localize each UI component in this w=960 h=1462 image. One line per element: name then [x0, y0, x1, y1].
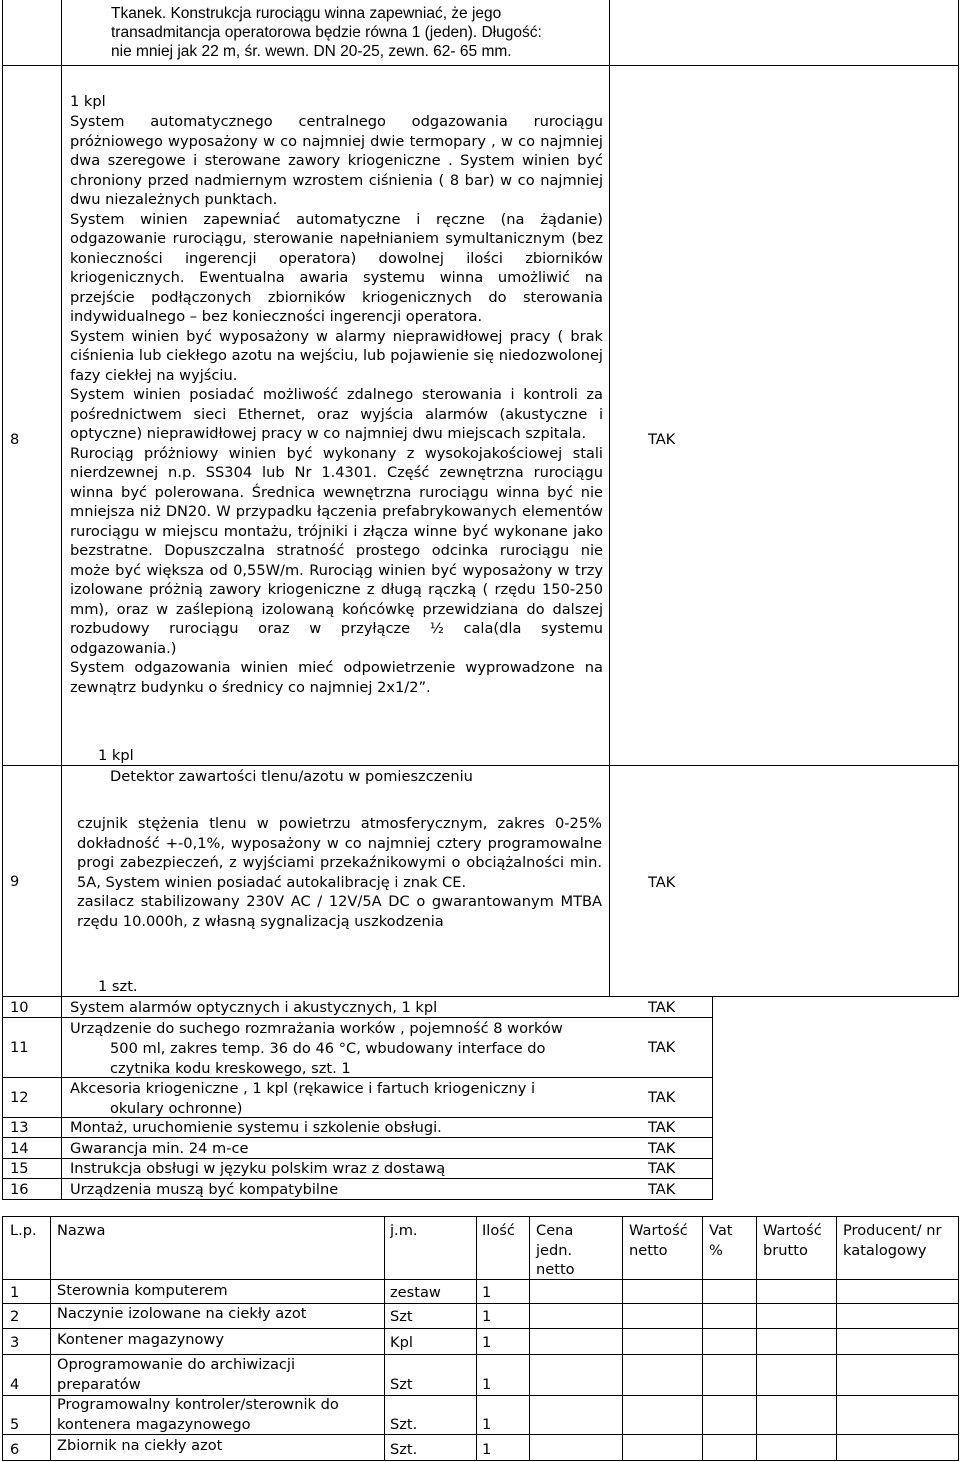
row9-quantity-tail: 1 szt.: [98, 978, 138, 995]
row-text: Montaż, uruchomienie systemu i szkolenie obsługi.: [70, 1119, 442, 1136]
row7-text: [111, 4, 591, 61]
price-table-border: [958, 1216, 959, 1460]
row-text: czytnika kodu kreskowego, szt. 1: [110, 1060, 351, 1077]
text-line: transadmitancja operatorowa będzie równa 1 (jeden). Długość:: [111, 24, 542, 41]
name-line: kontenera magazynowego: [57, 1415, 251, 1433]
row8-answer: TAK: [648, 431, 676, 448]
paragraph: zasilacz stabilizowany 230V AC / 12V/5A DC o gwarantowanym MTBA rzędu 10.000h, z własną sygnalizacją uszkodzenia: [77, 893, 602, 930]
row9-description: [77, 814, 602, 931]
price-table-border: [50, 1216, 51, 1460]
header-line: netto: [536, 1261, 575, 1278]
row-answer: TAK: [648, 1140, 676, 1157]
row-border: [2, 1077, 712, 1078]
price-table-border: [2, 1279, 959, 1280]
header-line: Cena: [536, 1222, 574, 1239]
name-line: preparatów: [57, 1375, 141, 1393]
header-qty: Ilość: [482, 1222, 515, 1239]
price-table-border: [756, 1216, 757, 1460]
row9-title: Detektor zawartości tlenu/azotu w pomieszczeniu: [110, 768, 473, 785]
price-table-border: [476, 1216, 477, 1460]
header-name: Nazwa: [57, 1222, 106, 1239]
header-unit: j.m.: [390, 1222, 418, 1239]
paragraph: System winien być wyposażony w alarmy nieprawidłowej pracy ( brak ciśnienia lub ciekłego azotu na wejściu, lub pojawienie się niedozwolonej fazy ciekłej na wyjściu.: [70, 327, 603, 384]
price-row-name: Kontener magazynowy: [57, 1331, 225, 1348]
price-row-lp: 6: [10, 1441, 20, 1458]
header-net-value: [629, 1221, 688, 1260]
row-border: [2, 996, 959, 997]
price-row-lp: 3: [10, 1334, 20, 1351]
price-row-qty: 1: [482, 1308, 492, 1325]
price-row-lp: 2: [10, 1308, 20, 1325]
price-table-border: [384, 1216, 385, 1460]
price-row-lp: 4: [10, 1376, 20, 1393]
header-line: netto: [629, 1241, 668, 1259]
header-line: Producent/ nr: [843, 1222, 942, 1239]
row-number: 12: [10, 1089, 29, 1106]
row-text: System alarmów optycznych i akustycznych, 1 kpl: [70, 999, 438, 1016]
header-line: katalogowy: [843, 1241, 927, 1259]
price-table-border: [836, 1216, 837, 1460]
text-line: Tkanek. Konstrukcja rurociągu winna zapewniać, że jego: [111, 5, 502, 22]
paragraph: System winien posiadać możliwość zdalnego sterowania i kontroli za pośrednictwem sieci Ethernet, oraz wyjścia alarmów (akustyczne i optyczne) nieprawidłowej pracy w co najmniej dwu miejscach szpitala.: [70, 386, 603, 442]
table-border-left: [2, 0, 3, 1200]
paragraph: System winien zapewniać automatyczne i ręczne (na żądanie) odgazowanie rurociągu, sterowanie napełnianiem symultanicznym (bez konieczności ingerencji operatora) dowolnej ilości zbiorników kriogenicznych. Ewentualna awaria systemu winna umożliwić na przejście podłączonych zbiorników kriogenicznych do sterowania indywidualnego – bez konieczności ingerencji operatora.: [70, 210, 603, 325]
header-lp: L.p.: [10, 1222, 37, 1239]
row-number: 11: [10, 1039, 29, 1056]
header-price: [536, 1221, 575, 1280]
header-producer: [843, 1221, 941, 1260]
price-table-border: [2, 1328, 959, 1329]
price-row-name: Sterownia komputerem: [57, 1282, 228, 1299]
row8-quantity: 1 kpl: [70, 93, 106, 110]
price-row-unit: Szt.: [390, 1416, 418, 1433]
row-number: 10: [10, 999, 29, 1016]
price-row-unit: Szt.: [390, 1441, 418, 1458]
row-answer: TAK: [648, 1181, 676, 1198]
header-line: jedn.: [536, 1241, 573, 1259]
price-table-border: [2, 1216, 959, 1217]
header-line: brutto: [763, 1241, 808, 1259]
row9-quantity: 1 kpl: [98, 747, 134, 764]
row-number: 16: [10, 1181, 29, 1198]
price-table-border: [529, 1216, 530, 1460]
table-border-right: [958, 0, 959, 997]
price-row-unit: Szt: [390, 1308, 413, 1325]
price-table-border: [2, 1460, 959, 1461]
name-line: Programowalny kontroler/sterownik do: [57, 1396, 339, 1413]
price-row-unit: Szt: [390, 1376, 413, 1393]
price-row-qty: 1: [482, 1416, 492, 1433]
row9-answer: TAK: [648, 874, 676, 891]
price-row-name: Naczynie izolowane na ciekły azot: [57, 1305, 307, 1322]
price-row-lp: 5: [10, 1416, 20, 1433]
paragraph: czujnik stężenia tlenu w powietrzu atmosferycznym, zakres 0-25% dokładność +-0,1%, wyposażony w co najmniej cztery programowalne progi zabezpieczeń, z wyjściami przekaźnikowymi o obciążalności min. 5A, System winien posiadać autokalibrację i znak CE.: [77, 815, 602, 891]
price-row-qty: 1: [482, 1334, 492, 1351]
header-line: Vat: [709, 1222, 733, 1239]
row-text: okulary ochronne): [110, 1100, 243, 1117]
row-text: Urządzenie do suchego rozmrażania worków , pojemność 8 worków: [70, 1020, 563, 1037]
paragraph: System odgazowania winien mieć odpowietrzenie wyprowadzone na zewnątrz budynku o średnicy co najmniej 2x1/2”.: [70, 659, 603, 696]
price-row-qty: 1: [482, 1441, 492, 1458]
text-line: nie mniej jak 22 m, śr. wewn. DN 20-25, zewn. 62- 65 mm.: [111, 43, 512, 60]
paragraph: System automatycznego centralnego odgazowania rurociągu próżniowego wyposażony w co najmniej dwie termopary , w co najmniej dwa szeregowe i sterowane zawory kriogeniczne . System winien być chroniony przed nadmiernym wzrostem ciśnienia ( 8 bar) w co najmniej dwu niezależnych punktach.: [70, 113, 603, 208]
paragraph: Rurociąg próżniowy winien być wykonany z wysokojakościowej stali nierdzewnej n.p. SS304 lub Nr 1.4301. Część zewnętrzna rurociągu winna być polerowana. Średnica wewnętrzna rurociągu winna być nie mniejsza niż DN20. W przypadku łączenia prefabrykowanych elementów rurociągu w miejscu montażu, trójniki i złącza winne być wykonane jako bezstratne. Dopuszczalna stratność prostego odcinka rurociągu nie może być większa od 0,55W/m. Rurociąg winien być wyposażony w trzy izolowane próżnią zawory kriogeniczne z długą rączką ( rzędu 150-250 mm), oraz w zaślepioną izolowaną końcówkę przewidziana do dalszej rozbudowy rurociągu oraz w przyłącze ½ cala(dla systemu odgazowania.): [70, 444, 603, 657]
header-line: %: [709, 1241, 723, 1259]
header-line: Wartość: [629, 1222, 688, 1239]
row8-number: 8: [10, 431, 20, 448]
row-answer: TAK: [648, 999, 676, 1016]
price-table-border: [2, 1216, 3, 1460]
row-answer: TAK: [648, 1089, 676, 1106]
row-border: [2, 65, 959, 66]
row-number: 13: [10, 1119, 29, 1136]
header-vat: [709, 1221, 733, 1260]
row-text: 500 ml, zakres temp. 36 do 46 °C, wbudowany interface do: [110, 1040, 546, 1057]
row-text: Gwarancja min. 24 m-ce: [70, 1140, 249, 1157]
row-number: 14: [10, 1140, 29, 1157]
row-text: Urządzenia muszą być kompatybilne: [70, 1181, 339, 1198]
row9-number: 9: [10, 873, 20, 890]
row-answer: TAK: [648, 1119, 676, 1136]
price-table-border: [2, 1434, 959, 1435]
price-table-border: [622, 1216, 623, 1460]
price-row-name: Zbiornik na ciekły azot: [57, 1437, 223, 1454]
price-row-name: [57, 1395, 339, 1434]
row-number: 15: [10, 1160, 29, 1177]
price-row-qty: 1: [482, 1376, 492, 1393]
price-row-unit: zestaw: [390, 1284, 441, 1301]
price-row-lp: 1: [10, 1284, 20, 1301]
row-answer: TAK: [648, 1039, 676, 1056]
name-line: Oprogramowanie do archiwizacji: [57, 1356, 296, 1373]
table-border-col1: [61, 0, 62, 1200]
row8-description: [70, 112, 603, 697]
table-border-col2: [609, 0, 610, 997]
price-row-name: [57, 1355, 295, 1394]
row-answer: TAK: [648, 1160, 676, 1177]
price-table-border: [702, 1216, 703, 1460]
header-gross-value: [763, 1221, 822, 1260]
price-row-qty: 1: [482, 1284, 492, 1301]
table-border-right-small: [712, 996, 713, 1200]
header-line: Wartość: [763, 1222, 822, 1239]
row-text: Instrukcja obsługi w języku polskim wraz z dostawą: [70, 1160, 446, 1177]
row-text: Akcesoria kriogeniczne , 1 kpl (rękawice i fartuch kriogeniczny i: [70, 1080, 536, 1097]
price-row-unit: Kpl: [390, 1334, 413, 1351]
row-border: [2, 765, 959, 766]
